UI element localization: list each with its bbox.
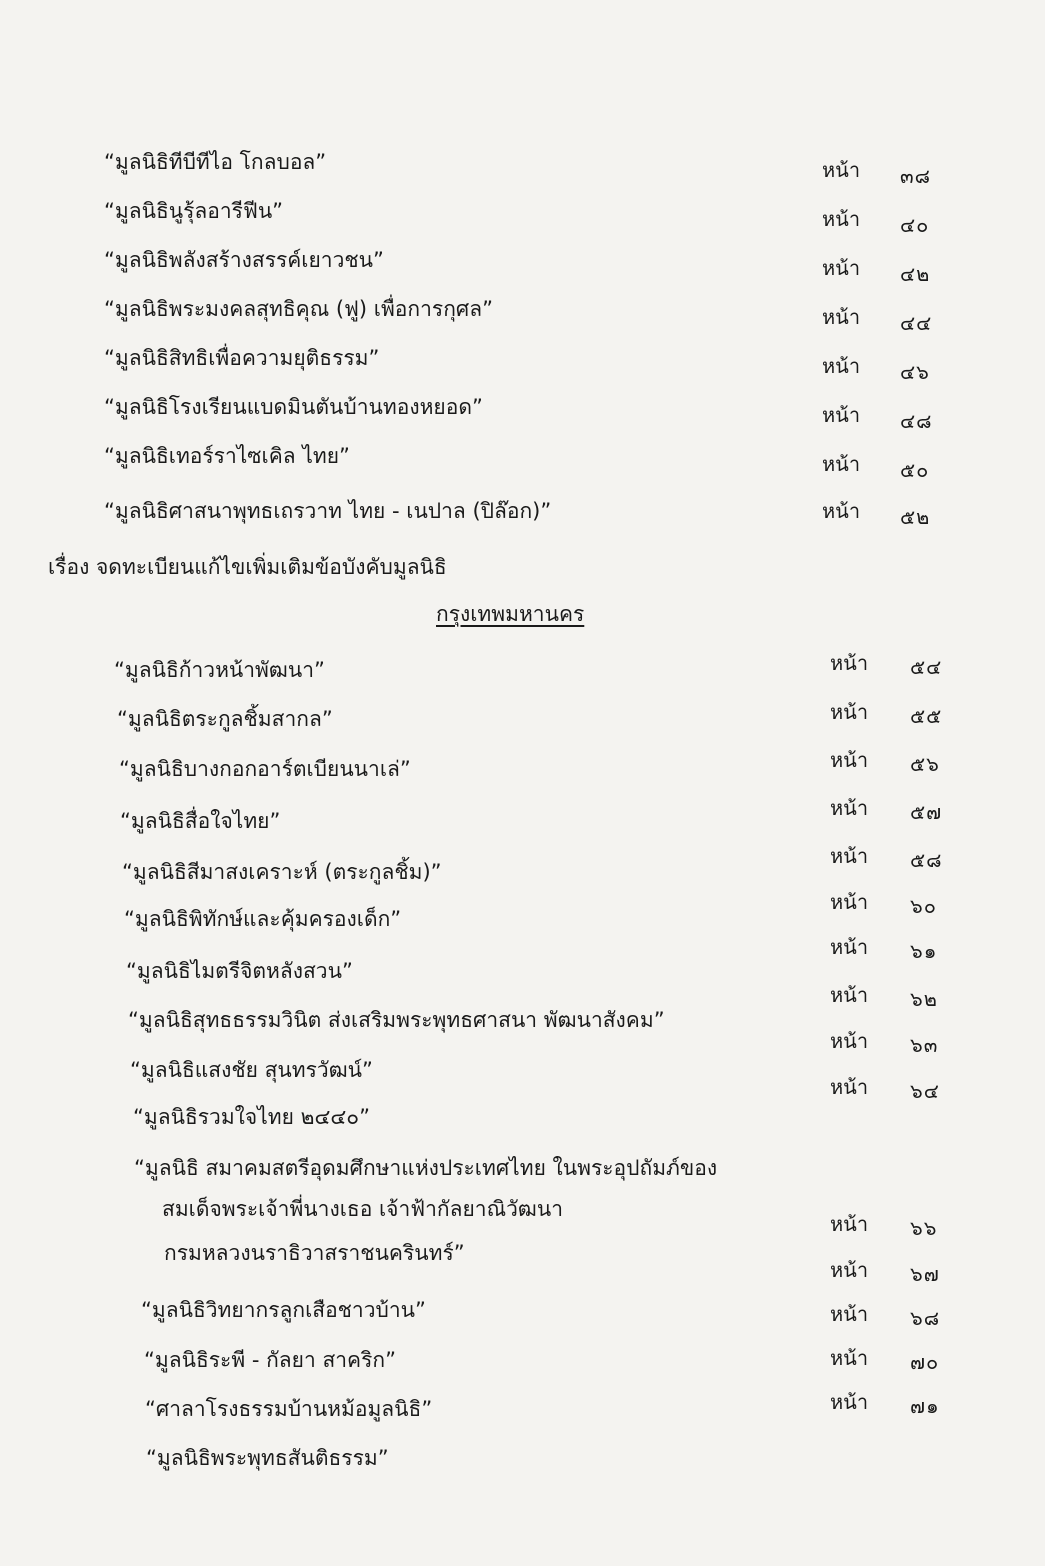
toc-page-label: หน้า — [822, 207, 861, 231]
toc-page-label: หน้า — [830, 1075, 869, 1099]
toc-page-number: ๕๒ — [900, 505, 931, 529]
toc-page-number: ๔๖ — [900, 360, 930, 384]
toc-page-number: ๔๔ — [900, 311, 933, 335]
toc-entry-title: “มูลนิธิพระมงคลสุทธิคุณ (ฟู) เพื่อการกุศล” — [104, 297, 494, 321]
toc-page-number: ๕๐ — [900, 458, 930, 482]
toc-page-label: หน้า — [830, 1390, 869, 1414]
toc-page-label: หน้า — [822, 499, 861, 523]
toc-page-label: หน้า — [830, 1346, 869, 1370]
toc-page-label: หน้า — [822, 158, 861, 182]
toc-page-label: หน้า — [822, 305, 861, 329]
toc-page-label: หน้า — [822, 452, 861, 476]
toc-page-number: ๗๐ — [910, 1350, 940, 1374]
toc-entry-title: “มูลนิธิพระพุทธสันติธรรม” — [146, 1446, 389, 1470]
toc-entry-title: “มูลนิธิทีบีทีไอ โกลบอล” — [104, 150, 327, 174]
toc-entry-title: “มูลนิธิสีมาสงเคราะห์ (ตระกูลชิ้ม)” — [122, 860, 442, 884]
toc-page-label: หน้า — [822, 354, 861, 378]
toc-page-label: หน้า — [830, 796, 869, 820]
toc-entry-title: “มูลนิธิวิทยากรลูกเสือชาวบ้าน” — [141, 1298, 426, 1322]
toc-page-number: ๖๐ — [910, 894, 937, 918]
toc-entry-title: “มูลนิธิสื่อใจไทย” — [120, 809, 281, 833]
toc-entry-title: “มูลนิธิก้าวหน้าพัฒนา” — [114, 658, 325, 682]
toc-page-label: หน้า — [830, 1302, 869, 1326]
toc-page-number: ๕๖ — [910, 752, 940, 776]
toc-entry-title-continued: สมเด็จพระเจ้าพี่นางเธอ เจ้าฟ้ากัลยาณิวัฒนา — [162, 1197, 563, 1221]
toc-entry-title-continued: กรมหลวงนราธิวาสราชนครินทร์” — [164, 1241, 465, 1265]
toc-page-number: ๗๑ — [910, 1394, 940, 1418]
toc-entry-title: “มูลนิธิพิทักษ์และคุ้มครองเด็ก” — [124, 907, 402, 931]
toc-page-number: ๖๔ — [910, 1079, 940, 1103]
toc-entry-title: “มูลนิธิ สมาคมสตรีอุดมศึกษาแห่งประเทศไทย ในพระอุปถัมภ์ของ — [134, 1156, 718, 1180]
toc-entry-title: “มูลนิธิพลังสร้างสรรค์เยาวชน” — [104, 248, 384, 272]
toc-page-label: หน้า — [830, 890, 869, 914]
toc-entry-title: “มูลนิธิตระกูลชิ้มสากล” — [117, 707, 333, 731]
toc-page-label: หน้า — [830, 700, 869, 724]
toc-entry-title: “มูลนิธิรวมใจไทย ๒๔๔๐” — [133, 1105, 370, 1129]
toc-page-number: ๖๗ — [910, 1262, 940, 1286]
toc-page-label: หน้า — [830, 1258, 869, 1282]
toc-page-number: ๔๒ — [900, 262, 931, 286]
toc-page-number: ๖๒ — [910, 987, 938, 1011]
toc-entry-title: “มูลนิธิเทอร์ราไซเคิล ไทย” — [104, 444, 350, 468]
toc-entry-title: “มูลนิธิระพี - กัลยา สาคริก” — [144, 1348, 396, 1372]
toc-page-label: หน้า — [830, 651, 869, 675]
toc-page-label: หน้า — [830, 1029, 869, 1053]
toc-entry-title: “มูลนิธิสิทธิเพื่อความยุติธรรม” — [104, 346, 380, 370]
toc-entry-title: “มูลนิธิบางกอกอาร์ตเบียนนาเล่” — [119, 757, 411, 781]
toc-entry-title: “ศาลาโรงธรรมบ้านหม้อมูลนิธิ” — [145, 1397, 433, 1421]
toc-entry-title: “มูลนิธิสุทธธรรมวินิต ส่งเสริมพระพุทธศาสนา พัฒนาสังคม” — [128, 1008, 665, 1032]
toc-entry-title: “มูลนิธิโรงเรียนแบดมินตันบ้านทองหยอด” — [104, 395, 483, 419]
toc-page-label: หน้า — [830, 983, 869, 1007]
toc-page-label: หน้า — [830, 1212, 869, 1236]
toc-page-label: หน้า — [830, 935, 869, 959]
toc-page-number: ๓๘ — [900, 164, 932, 188]
toc-entry-title: “มูลนิธิแสงชัย สุนทรวัฒน์” — [130, 1058, 373, 1082]
toc-page-number: ๔๘ — [900, 409, 933, 433]
toc-page-number: ๕๗ — [910, 800, 943, 824]
toc-page-number: ๔๐ — [900, 213, 930, 237]
toc-page-label: หน้า — [830, 748, 869, 772]
section-subheading: กรุงเทพมหานคร — [436, 602, 585, 626]
toc-page-label: หน้า — [830, 844, 869, 868]
toc-page-label: หน้า — [822, 403, 861, 427]
toc-page-number: ๕๘ — [910, 848, 943, 872]
toc-page-number: ๕๔ — [910, 655, 943, 679]
toc-page-number: ๖๓ — [910, 1033, 939, 1057]
toc-page-label: หน้า — [822, 256, 861, 280]
toc-page-number: ๖๖ — [910, 1216, 938, 1240]
toc-entry-title: “มูลนิธิศาสนาพุทธเถรวาท ไทย - เนปาล (ปิล๊อก)” — [104, 499, 552, 523]
toc-page-number: ๕๕ — [910, 704, 943, 728]
section-heading: เรื่อง จดทะเบียนแก้ไขเพิ่มเติมข้อบังคับมูลนิธิ — [48, 555, 447, 579]
toc-page-number: ๖๑ — [910, 939, 938, 963]
toc-entry-title: “มูลนิธินูรุ้ลอารีฟีน” — [104, 199, 284, 223]
toc-page-number: ๖๘ — [910, 1306, 941, 1330]
toc-entry-title: “มูลนิธิไมตรีจิตหลังสวน” — [126, 959, 353, 983]
